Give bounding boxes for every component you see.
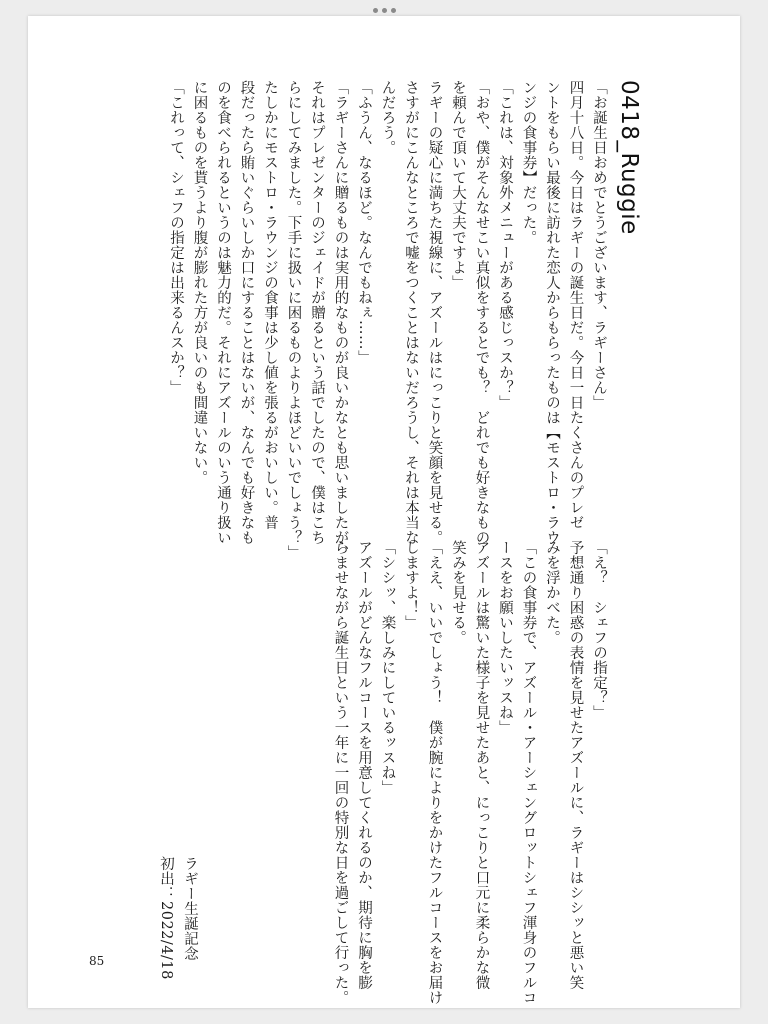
text-line: を頼んで頂いて大丈夫ですよ」 (450, 80, 466, 290)
page-title: 0418_Ruggie (616, 80, 642, 235)
text-line: みを浮かべた。 (544, 540, 560, 645)
text-line: らにしてみました。下手に扱いに困るものよりよほどいいでしょう？」 (285, 80, 302, 560)
text-line: それはプレゼンターのジェイドが贈るという話でしたので、僕はこち (309, 80, 325, 545)
ellipsis-icon[interactable] (370, 5, 398, 15)
text-line: 「この食事券で、アズール・アーシェングロットシェフ渾身のフルコ (520, 540, 537, 1005)
top-text-block (164, 80, 611, 560)
text-line: 「ラギーさんに贈るものは実用的なものが良いかなとも思いましたが、 (332, 80, 349, 560)
text-line: 「ふうん、なるほど。なんでもねぇ……」 (356, 80, 372, 365)
bottom-text-block (328, 540, 610, 1005)
text-line: 予想通り困惑の表情を見せたアズールに、ラギーはシシッと悪い笑 (567, 540, 584, 990)
text-line: しますよ！」 (403, 540, 419, 630)
text-line: 四月十八日。今日はラギーの誕生日だ。今日一日たくさんのプレゼ (567, 80, 584, 530)
text-line: 「シシッ、楽しみにしているッスね」 (379, 540, 396, 795)
text-line: に困るものを貰うより腹が膨れた方が良いのも間違いない。 (191, 80, 208, 485)
birthday-note: ラギー生誕記念 (182, 856, 198, 961)
text-line: たしかにモストロ・ラウンジの食事は少し値を張るがおいしい。普 (262, 80, 278, 530)
text-line: 段だったら賄いぐらいしか口にすることはないが、なんでも好きなも (238, 80, 255, 545)
text-line: 「ええ、いいでしょう！ 僕が腕によりをかけたフルコースをお届け (426, 540, 443, 1005)
text-line: ラギーの疑心に満ちた視線に、アズールはにっこりと笑顔を見せる。 (426, 80, 443, 545)
text-line: 「これって、シェフの指定は出来るんスか？」 (168, 80, 184, 395)
text-line: ントをもらい最後に訪れた恋人からもらったものは【モストロ・ラウ (544, 80, 560, 545)
text-line: 「お誕生日おめでとうございます、ラギーさん」 (591, 80, 607, 410)
text-line: 笑みを見せる。 (450, 540, 466, 645)
book-page (28, 16, 740, 1008)
text-line: んだろう。 (379, 80, 396, 155)
page-number: 85 (89, 954, 105, 968)
text-line: ースをお願いしたいッスね」 (497, 540, 513, 735)
first-published-date: 初出：2022/4/18 (158, 856, 174, 980)
text-line: らませながら誕生日という一年に一回の特別な日を過ごして行った。 (332, 540, 349, 1005)
text-line: アズールは驚いた様子を見せたあと、にっこりと口元に柔らかな微 (473, 540, 490, 990)
text-line: アズールがどんなフルコースを用意してくれるのか、期待に胸を膨 (356, 540, 372, 990)
text-line: 「これは、対象外メニューがある感じっスか？」 (497, 80, 513, 410)
text-line: ンジの食事券】だった。 (520, 80, 537, 245)
text-line: のを食べられるというのは魅力的だ。それにアズールのいう通り扱い (215, 80, 231, 545)
text-line: さすがにこんなところで嘘をつくことはないだろうし、それは本当な (403, 80, 419, 545)
text-line: 「おや、僕がそんなせこい真似をするとでも？ どれでも好きなもの (473, 80, 490, 545)
text-line: 「え？ シェフの指定？」 (591, 540, 607, 720)
